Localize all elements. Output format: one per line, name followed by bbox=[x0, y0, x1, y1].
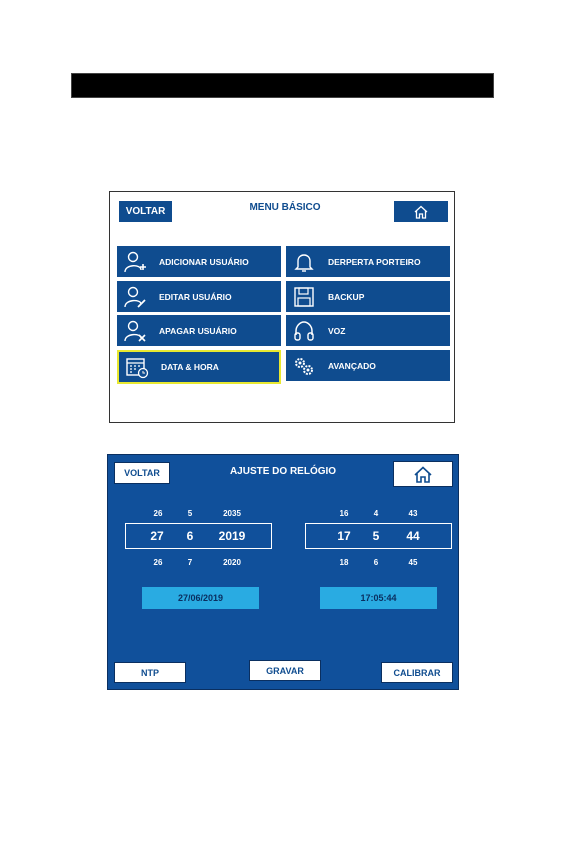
bell-icon bbox=[292, 250, 316, 274]
back-button[interactable]: VOLTAR bbox=[119, 201, 172, 222]
menu-item-avancado[interactable] bbox=[286, 350, 450, 381]
clock-title: AJUSTE DO RELÓGIO bbox=[229, 466, 337, 477]
day-above[interactable]: 26 bbox=[153, 509, 163, 518]
user-edit-icon bbox=[123, 285, 147, 309]
menu-item-label: VOZ bbox=[328, 325, 346, 336]
minute-current[interactable]: 5 bbox=[372, 529, 380, 543]
menu-item-label: DERPERTA PORTEIRO bbox=[328, 256, 421, 267]
month-below[interactable]: 7 bbox=[187, 558, 193, 567]
user-add-icon bbox=[123, 250, 147, 274]
minute-above[interactable]: 4 bbox=[373, 509, 379, 518]
menu-item-label: AVANÇADO bbox=[328, 360, 376, 371]
home-button[interactable] bbox=[394, 201, 448, 222]
menu-item-apagar-usuario[interactable] bbox=[117, 315, 281, 346]
second-above[interactable]: 43 bbox=[408, 509, 418, 518]
time-display: 17:05:44 bbox=[320, 587, 437, 609]
hour-above[interactable]: 16 bbox=[339, 509, 349, 518]
menu-item-label: BACKUP bbox=[328, 291, 365, 302]
menu-title: MENU BÁSICO bbox=[249, 202, 321, 213]
save-button[interactable]: GRAVAR bbox=[249, 660, 321, 681]
menu-item-desperta-porteiro[interactable] bbox=[286, 246, 450, 277]
month-current[interactable]: 6 bbox=[186, 529, 194, 543]
floppy-icon bbox=[292, 285, 316, 309]
menu-item-data-hora[interactable] bbox=[117, 350, 281, 384]
gears-icon bbox=[292, 354, 316, 378]
ntp-button[interactable]: NTP bbox=[114, 662, 186, 683]
day-below[interactable]: 26 bbox=[153, 558, 163, 567]
menu-item-backup[interactable] bbox=[286, 281, 450, 312]
hour-current[interactable]: 17 bbox=[337, 529, 351, 543]
menu-item-label: APAGAR USUÁRIO bbox=[159, 325, 237, 336]
calendar-clock-icon bbox=[125, 355, 149, 379]
menu-item-voz[interactable] bbox=[286, 315, 450, 346]
year-above[interactable]: 2035 bbox=[223, 509, 241, 518]
header-bar bbox=[71, 73, 494, 98]
year-below[interactable]: 2020 bbox=[223, 558, 241, 567]
back-button[interactable]: VOLTAR bbox=[114, 462, 170, 484]
home-icon bbox=[413, 466, 433, 483]
date-display: 27/06/2019 bbox=[142, 587, 259, 609]
home-button[interactable] bbox=[393, 461, 453, 487]
headphones-icon bbox=[292, 319, 316, 343]
second-below[interactable]: 45 bbox=[408, 558, 418, 567]
menu-item-label: EDITAR USUÁRIO bbox=[159, 291, 232, 302]
minute-below[interactable]: 6 bbox=[373, 558, 379, 567]
menu-item-label: DATA & HORA bbox=[161, 362, 219, 372]
calibrate-button[interactable]: CALIBRAR bbox=[381, 662, 453, 683]
home-icon bbox=[413, 205, 429, 219]
year-current[interactable]: 2019 bbox=[218, 529, 246, 543]
menu-item-editar-usuario[interactable] bbox=[117, 281, 281, 312]
ajuste-relogio-screen bbox=[107, 454, 459, 690]
menu-basico-screen bbox=[109, 191, 455, 423]
menu-item-adicionar-usuario[interactable] bbox=[117, 246, 281, 277]
user-delete-icon bbox=[123, 319, 147, 343]
hour-below[interactable]: 18 bbox=[339, 558, 349, 567]
menu-item-label: ADICIONAR USUÁRIO bbox=[159, 256, 249, 267]
day-current[interactable]: 27 bbox=[150, 529, 164, 543]
second-current[interactable]: 44 bbox=[406, 529, 420, 543]
month-above[interactable]: 5 bbox=[187, 509, 193, 518]
